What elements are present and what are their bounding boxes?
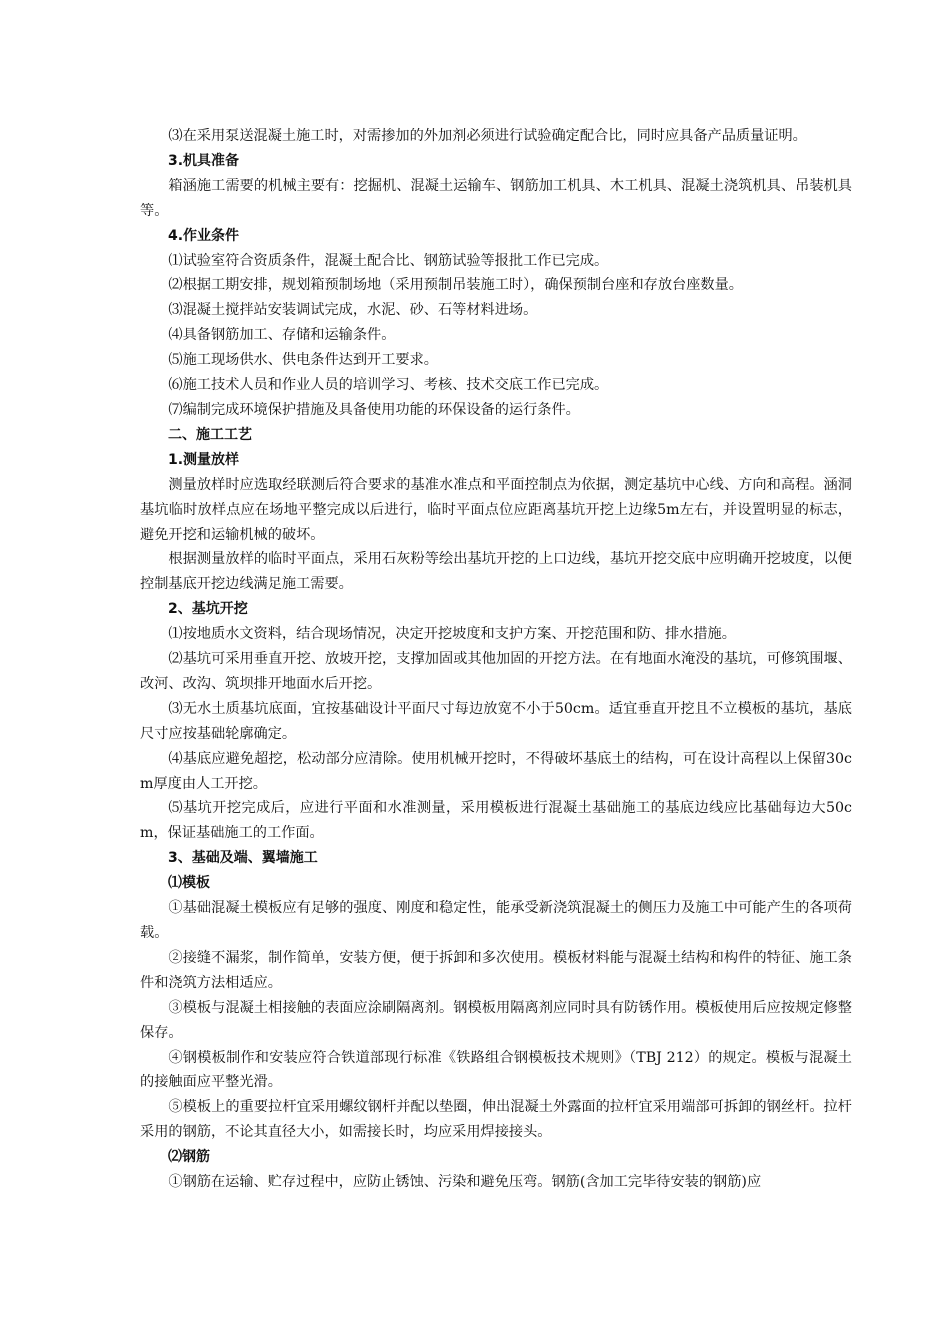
subsection-heading: ⑴模板 [168,875,210,892]
paragraph: ⑸基坑开挖完成后，应进行平面和水准测量，采用模板进行混凝土基础施工的基底边线应比基础每边大50cm，保证基础施工的工作面。 [140,800,852,842]
paragraph: ⑴按地质水文资料，结合现场情况，决定开挖坡度和支护方案、开挖范围和防、排水措施。 [168,626,736,643]
paragraph: ⑶混凝土搅拌站安装调试完成，水泥、砂、石等材料进场。 [168,302,538,319]
paragraph: ⑴试验室符合资质条件，混凝土配合比、钢筋试验等报批工作已完成。 [168,252,609,269]
paragraph: ⑶在采用泵送混凝土施工时，对需掺加的外加剂必须进行试验确定配合比，同时应具备产品质量证明。 [168,128,807,144]
paragraph: ①钢筋在运输、贮存过程中，应防止锈蚀、污染和避免压弯。钢筋(含加工完毕待安装的钢筋)应 [168,1174,762,1191]
paragraph: ②接缝不漏浆，制作简单，安装方便，便于拆卸和多次使用。模板材料能与混凝土结构和构件的特征、施工条件和浇筑方法相适应。 [140,949,852,991]
paragraph: ⑹施工技术人员和作业人员的培训学习、考核、技术交底工作已完成。 [168,377,609,394]
paragraph: 测量放样时应选取经联测后符合要求的基准水准点和平面控制点为依据，测定基坑中心线、方向和高程。涵洞基坑临时放样点应在场地平整完成以后进行，临时平面点位应距离基坑开挖上边缘5m左右，并设置明显的标志，避免开挖和运输机械的破坏。 [140,476,852,543]
section-heading: 3.机具准备 [168,152,240,169]
section-heading: 2、基坑开挖 [168,601,248,618]
paragraph: ⑷具备钢筋加工、存储和运输条件。 [168,327,396,344]
paragraph: ⑵根据工期安排，规划箱预制场地（采用预制吊装施工时），确保预制台座和存放台座数量。 [168,277,743,294]
paragraph: ⑷基底应避免超挖，松动部分应清除。使用机械开挖时，不得破坏基底土的结构，可在设计高程以上保留30cm厚度由人工开挖。 [140,750,852,792]
section-heading: 1.测量放样 [168,451,240,468]
paragraph: ③模板与混凝土相接触的表面应涂刷隔离剂。钢模板用隔离剂应同时具有防锈作用。模板使用后应按规定修整保存。 [140,999,852,1041]
section-heading: 3、基础及端、翼墙施工 [168,850,318,867]
paragraph: ⑸施工现场供水、供电条件达到开工要求。 [168,352,438,369]
document-body [140,124,852,1195]
chapter-heading: 二、施工工艺 [168,426,252,443]
subsection-heading: ⑵钢筋 [168,1149,210,1166]
paragraph: ①基础混凝土模板应有足够的强度、刚度和稳定性，能承受新浇筑混凝土的侧压力及施工中可能产生的各项荷载。 [140,900,852,941]
section-heading: 4.作业条件 [168,227,240,244]
paragraph: ④钢模板制作和安装应符合铁道部现行标准《铁路组合钢模板技术规则》（TBJ 212）的规定。模板与混凝土的接触面应平整光滑。 [140,1049,852,1091]
paragraph: 根据测量放样的临时平面点，采用石灰粉等绘出基坑开挖的上口边线，基坑开挖交底中应明确开挖坡度，以便控制基底开挖边线满足施工需要。 [140,551,852,593]
paragraph: ⑺编制完成环境保护措施及具备使用功能的环保设备的运行条件。 [168,401,580,418]
paragraph: 箱涵施工需要的机械主要有：挖掘机、混凝土运输车、钢筋加工机具、木工机具、混凝土浇筑机具、吊装机具等。 [140,177,852,219]
paragraph: ⑵基坑可采用垂直开挖、放坡开挖，支撑加固或其他加固的开挖方法。在有地面水淹没的基坑，可修筑围堰、改河、改沟、筑坝排开地面水后开挖。 [140,651,852,692]
paragraph: ⑤模板上的重要拉杆宜采用螺纹钢杆并配以垫圈，伸出混凝土外露面的拉杆宜采用端部可拆卸的钢丝杆。拉杆采用的钢筋，不论其直径大小，如需接长时，均应采用焊接接头。 [140,1099,852,1141]
paragraph: ⑶无水土质基坑底面，宜按基础设计平面尺寸每边放宽不小于50cm。适宜垂直开挖且不立模板的基坑，基底尺寸应按基础轮廓确定。 [140,700,852,742]
